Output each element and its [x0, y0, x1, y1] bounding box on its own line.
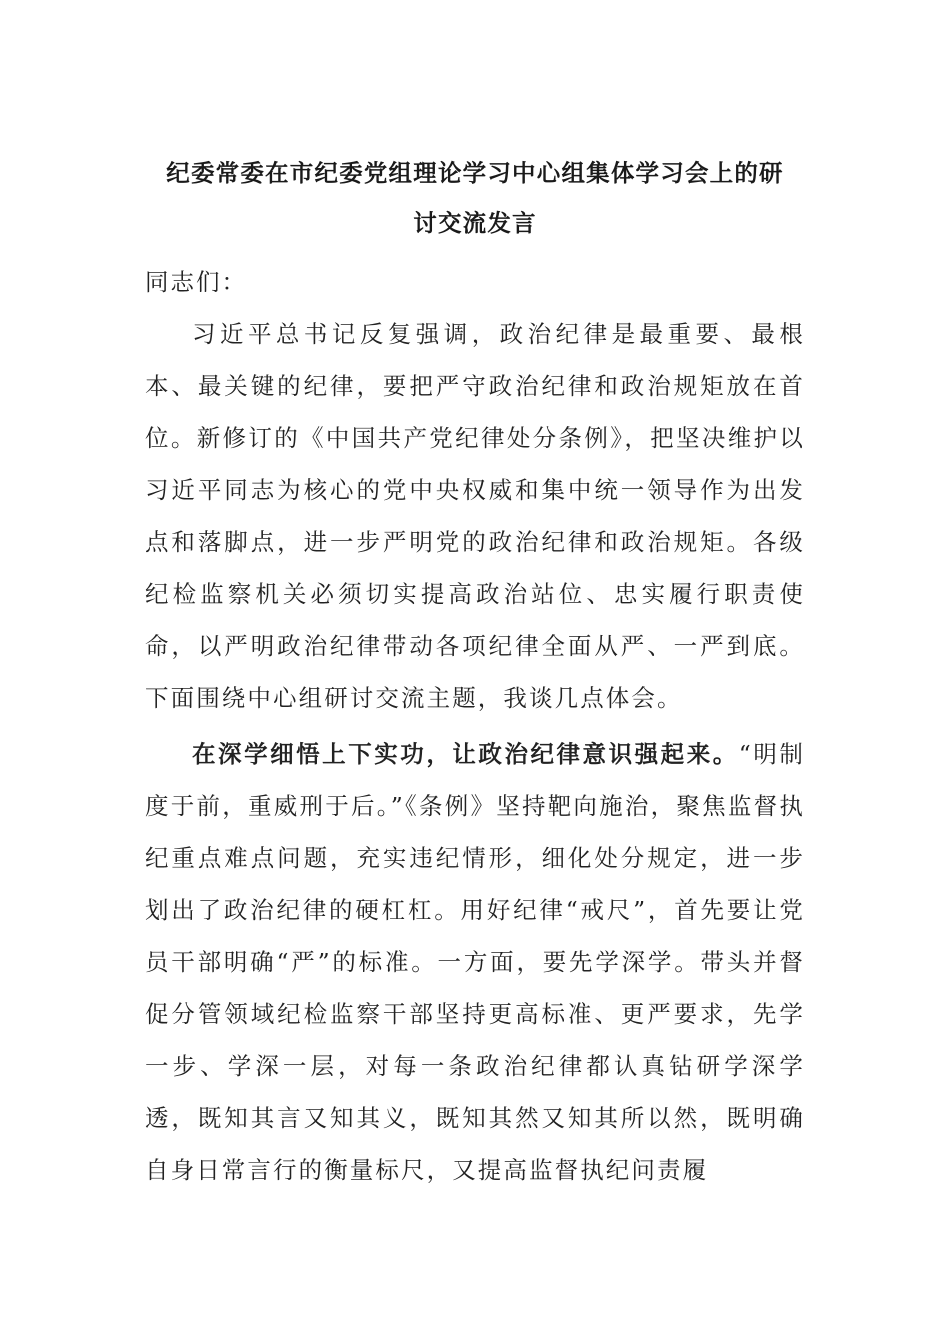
paragraph-text: 习近平总书记反复强调，政治纪律是最重要、最根本、最关键的纪律，要把严守政治纪律和政治规矩放在首位。新修订的《中国共产党纪律处分条例》，把坚决维护以习近平同志为核心的党中央权威和集中统一领导作为出发点和落脚点，进一步严明党的政治纪律和政治规矩。各级纪检监察机关必须切实提高政治站位、忠实履行职责使命，以严明政治纪律带动各项纪律全面从严、一严到底。下面围绕中心组研讨交流主题，我谈几点体会。	[145, 320, 805, 712]
paragraph-lead-heading: 在深学细悟上下实功，让政治纪律意识强起来。	[192, 740, 739, 768]
paragraph-section-1	[145, 728, 805, 1196]
salutation: 同志们：	[145, 268, 247, 296]
document-title	[145, 148, 805, 248]
document-page	[145, 148, 805, 1196]
title-line-2: 讨交流发言	[413, 209, 537, 237]
title-line-1: 纪委常委在市纪委党组理论学习中心组集体学习会上的研	[166, 159, 784, 187]
paragraph-intro	[145, 308, 805, 724]
paragraph-text: “明制度于前，重威刑于后。”《条例》坚持靶向施治，聚焦监督执纪重点难点问题，充实违纪情形，细化处分规定，进一步划出了政治纪律的硬杠杠。用好纪律“戒尺”，首先要让党员干部明确“严”的标准。一方面，要先学深学。带头并督促分管领域纪检监察干部坚持更高标准、更严要求，先学一步、学深一层，对每一条政治纪律都认真钻研学深学透，既知其言又知其义，既知其然又知其所以然，既明确自身日常言行的衡量标尺，又提高监督执纪问责履	[145, 740, 805, 1184]
